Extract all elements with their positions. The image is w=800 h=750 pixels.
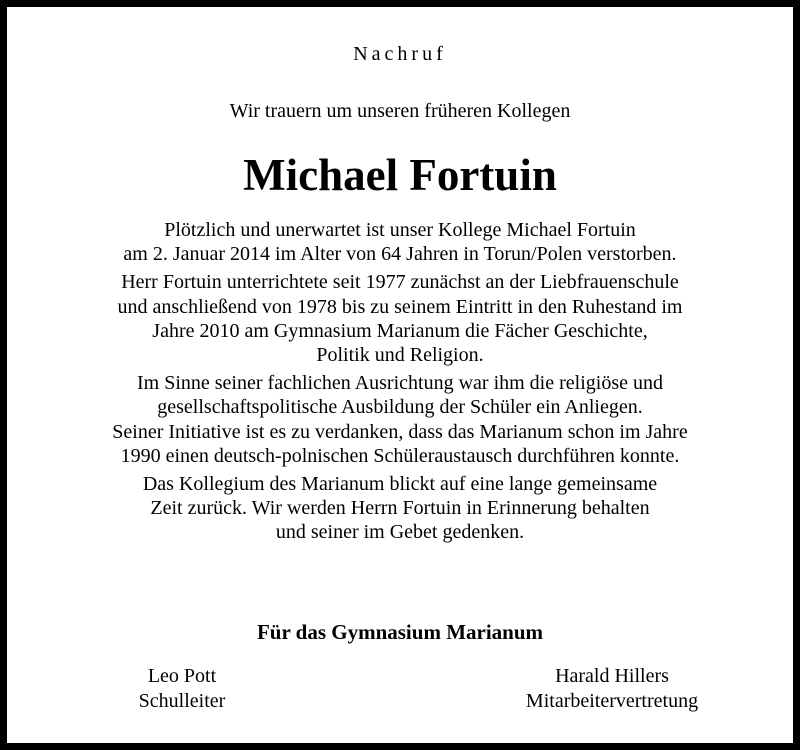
text-line: gesellschaftspolitische Ausbildung der Schüler ein Anliegen. [157,396,643,419]
text-line: Jahre 2010 am Gymnasium Marianum die Fächer Geschichte, [152,319,648,342]
notice-heading: Nachruf [353,43,447,65]
paragraph-career [7,270,793,367]
text-line: Seiner Initiative ist es zu verdanken, dass das Marianum schon im Jahre [112,420,688,443]
organization-line: Für das Gymnasium Marianum [256,620,544,644]
signatory-role: Schulleiter [138,690,226,712]
paragraph-remembrance [7,472,793,545]
text-line: Zeit zurück. Wir werden Herrn Fortuin in Erinnerung behalten [150,497,650,520]
text-line: Im Sinne seiner fachlichen Ausrichtung war ihm die religiöse und [137,372,663,395]
text-line: und seiner im Gebet gedenken. [275,521,525,544]
text-line: Herr Fortuin unterrichtete seit 1977 zunächst an der Liebfrauenschule [121,271,679,294]
signatory-staff-representative [502,664,722,714]
signatory-principal [102,664,262,714]
obituary-body [7,218,793,549]
intro-line: Wir trauern um unseren früheren Kollegen [229,100,571,122]
text-line: 1990 einen deutsch-polnischen Schüleraustausch durchführen konnte. [120,444,680,467]
text-line: Politik und Religion. [316,344,484,367]
text-line: am 2. Januar 2014 im Alter von 64 Jahren in Torun/Polen verstorben. [123,243,677,266]
paragraph-engagement [7,371,793,468]
signatory-name: Leo Pott [147,665,217,687]
paragraph-death-notice [7,218,793,266]
text-line: Das Kollegium des Marianum blickt auf eine lange gemeinsame [142,473,658,496]
deceased-name: Michael Fortuin [243,150,557,200]
text-line: und anschließend von 1978 bis zu seinem Eintritt in den Ruhestand im [117,295,683,318]
signatory-role: Mitarbeitervertretung [525,690,699,712]
obituary-notice [7,7,793,743]
text-line: Plötzlich und unerwartet ist unser Kollege Michael Fortuin [164,219,636,241]
signatory-name: Harald Hillers [555,665,669,687]
